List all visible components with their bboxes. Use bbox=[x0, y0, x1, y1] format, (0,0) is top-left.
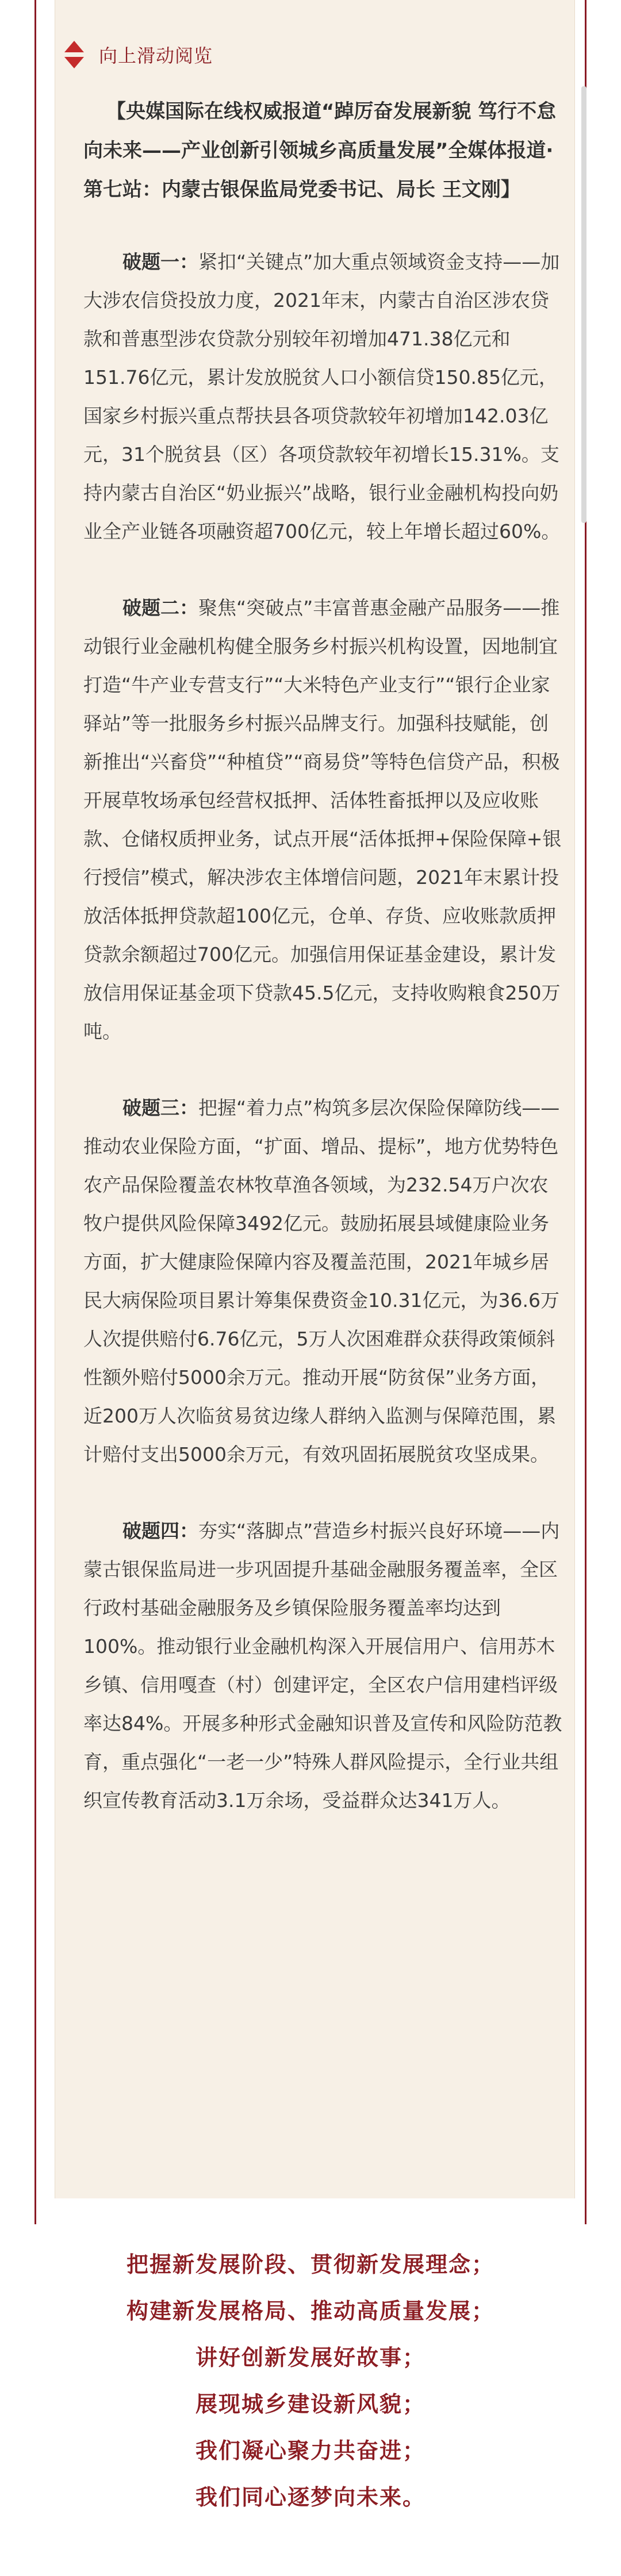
paragraph-text: 夯实“落脚点”营造乡村振兴良好环境——内蒙古银保监局进一步巩固提升基础金融服务覆盖率，全区行政村基础金融服务及乡镇保险服务覆盖率均达到100%。推动银行业金融机构深入开展信用户、信用苏木乡镇、信用嘎查（村）创建评定，全区农户信用建档评级率达84%。开展多种形式金融知识普及宣传和风险防范教育，重点强化“一老一少”特殊人群风险提示，全行业共组织宣传教育活动3.1万余场，受益群众达341万人。 bbox=[83, 1520, 562, 1812]
paragraph-text: 紧扣“关键点”加大重点领域资金支持——加大涉农信贷投放力度，2021年末，内蒙古自治区涉农贷款和普惠型涉农贷款分别较年初增加471.38亿元和151.76亿元，累计发放脱贫人口小额信贷150.85亿元，国家乡村振兴重点帮扶县各项贷款较年初增加142.03亿元，31个脱贫县（区）各项贷款较年初增长15.31%。支持内蒙古自治区“奶业振兴”战略，银行业金融机构投向奶业全产业链各项融资超700亿元，较上年增长超过60%。 bbox=[83, 251, 561, 543]
paragraph-4 bbox=[83, 1512, 566, 1820]
paragraph-2 bbox=[83, 589, 566, 1051]
paragraph-text: 聚焦“突破点”丰富普惠金融产品服务——推动银行业金融机构健全服务乡村振兴机构设置，因地制宜打造“牛产业专营支行”“大米特色产业支行”“银行企业家驿站”等一批服务乡村振兴品牌支行。加强科技赋能，创新推出“兴畜贷”“种植贷”“商易贷”等特色信贷产品，积极开展草牧场承包经营权抵押、活体牲畜抵押以及应收账款、仓储权质押业务，试点开展“活体抵押+保险保障+银行授信”模式，解决涉农主体增信问题，2021年末累计投放活体抵押贷款超100亿元，仓单、存货、应收账款质押贷款余额超过700亿元。加强信用保证基金建设，累计发放信用保证基金项下贷款45.5亿元，支持收购粮食250万吨。 bbox=[83, 597, 562, 1043]
slogan-line: 构建新发展格局、推动高质量发展； bbox=[126, 2298, 494, 2324]
article-content bbox=[83, 92, 566, 1820]
scroll-hint-text: 向上滑动阅览 bbox=[99, 45, 213, 67]
scroll-hint bbox=[62, 34, 213, 75]
paragraph-lead: 破题三： bbox=[122, 1097, 198, 1119]
up-down-arrows-icon bbox=[62, 39, 85, 71]
slogan-line: 讲好创新发展好故事； bbox=[195, 2345, 425, 2370]
left-divider-line bbox=[34, 0, 36, 2224]
closing-slogans bbox=[0, 2241, 621, 2521]
slogan-line: 我们凝心聚力共奋进； bbox=[195, 2438, 425, 2463]
slogan-line: 展现城乡建设新风貌； bbox=[195, 2392, 425, 2417]
paragraph-lead: 破题一： bbox=[122, 251, 198, 273]
scrollbar[interactable] bbox=[581, 86, 586, 523]
slogan-line: 把握新发展阶段、贯彻新发展理念； bbox=[126, 2252, 494, 2277]
paragraph-text: 把握“着力点”构筑多层次保险保障防线——推动农业保险方面，“扩面、增品、提标”，地方优势特色农产品保险覆盖农林牧草渔各领域，为232.54万户次农牧户提供风险保障3492亿元。鼓励拓展县域健康险业务方面，扩大健康险保障内容及覆盖范围，2021年城乡居民大病保险项目累计筹集保费资金10.31亿元，为36.6万人次提供赔付6.76亿元，5万人次困难群众获得政策倾斜性额外赔付5000余万元。推动开展“防贫保”业务方面，近200万人次临贫易贫边缘人群纳入监测与保障范围，累计赔付支出5000余万元，有效巩固拓展脱贫攻坚成果。 bbox=[83, 1097, 560, 1466]
article-intro: 【央媒国际在线权威报道“踔厉奋发展新貌 笃行不怠向未来——产业创新引领城乡高质量发展”全媒体报道·第七站：内蒙古银保监局党委书记、局长 王文刚】 bbox=[83, 100, 557, 201]
paragraph-lead: 破题二： bbox=[122, 597, 198, 619]
paragraph-lead: 破题四： bbox=[122, 1520, 198, 1542]
paragraph-3 bbox=[83, 1089, 566, 1474]
slogan-line: 我们同心逐梦向未来。 bbox=[195, 2485, 425, 2510]
paragraph-1 bbox=[83, 243, 566, 551]
